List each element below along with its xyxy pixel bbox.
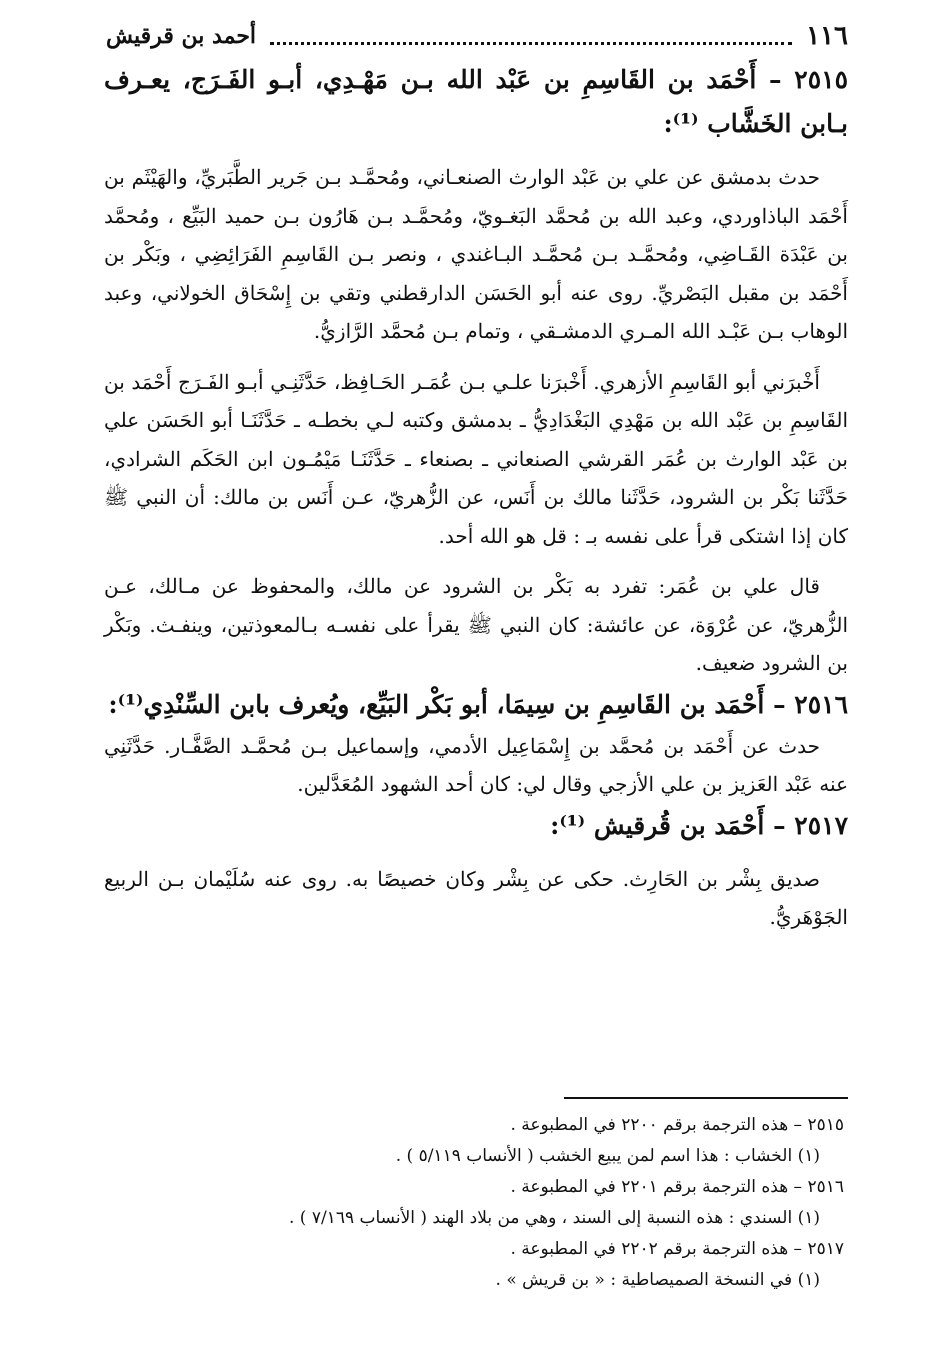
footnote-2515-note: (١) الخشاب : هذا اسم لمن يبيع الخشب ( الأنساب ٥/١١٩ ) . (395, 1146, 820, 1166)
footnote-2517-ref: ٢٥١٧ – هذه الترجمة برقم ٢٢٠٢ في المطبوعة . (510, 1239, 844, 1259)
footnote-2516-note: (١) السندي : هذه النسبة إلى السند ، وهي من بلاد الهند ( الأنساب ٧/١٦٩ ) . (288, 1208, 820, 1228)
entry-heading-2516: ٢٥١٦ – أَحْمَد بن القَاسِمِ بن سِيمَا، أبو بَكْر البَيِّع، ويُعرف بابن السِّنْدِي⁽¹⁾: (108, 689, 848, 719)
entry-2515-paragraph-2: أَخْبرَني أبو القَاسِمِ الأزهري. أَخْبرَنا علـي بـن عُمَـر الحَـافِظ، حَدَّثَنِـي أبـو الفَـرَج أَحْمَد بن القَاسِمِ بن عَبْد الله بن مَهْدِي البَغْدَادِيُّ ـ بدمشق وكتبه لـي بخطـه ـ حَدَّثَنَـا أبو الحَسَن علي بن عَبْد الوارث بن عُمَر القرشي الصنعاني ـ بصنعاء ـ حَدَّثَنَـا مَيْمُـون ابن الحَكَم الشرادي، حَدَّثَنا بَكْر بن الشرود، حَدَّثَنا مالك بن أَنَس، عن الزُّهريّ، عـن أَنَس بن مالك: أن النبي ﷺ كان إذا اشتكى قرأ على نفسه بـ : قل هو الله أحد. (104, 369, 848, 548)
main-text (104, 58, 848, 937)
entry-heading-2517: ٢٥١٧ – أَحْمَد بن قُرقيش ⁽¹⁾: (550, 810, 848, 840)
running-header (106, 22, 848, 50)
entry-2517-paragraph-1: صديق بِشْر بن الحَارِث. حكى عن بِشْر وكان خصيصًا به. روى عنه سُلَيْمان بـن الربيع الجَوْهَريُّ. (104, 866, 848, 929)
footnote-2517-note: (١) في النسخة الصميصاطية : « بن قريش » . (495, 1270, 820, 1290)
footnotes (104, 1110, 844, 1296)
page-number: ١١٦ (806, 21, 848, 51)
entry-2516-paragraph-1: حدث عن أَحْمَد بن مُحمَّد بن إِسْمَاعِيل الأدمي، وإسماعيل بـن مُحمَّـد الصَّفَّـار. حَدَّثَنِي عنه عَبْد العَزيز بن علي الأزجي وقال لي: كان أحد الشهود المُعَدَّلين. (104, 733, 848, 796)
entry-2515-paragraph-3: قال علي بن عُمَر: تفرد به بَكْر بن الشرود عن مالك، والمحفوظ عن مـالك، عـن الزُّهريّ، عن عُرْوَة، عن عائشة: كان النبي ﷺ يقرأ على نفسـه بـالمعوذتين، وينفـث. وبَكْر بن الشرود ضعيف. (104, 574, 848, 675)
footnote-2516-ref: ٢٥١٦ – هذه الترجمة برقم ٢٢٠١ في المطبوعة . (510, 1177, 844, 1197)
header-dotted-leader (270, 34, 792, 45)
footnote-separator (564, 1097, 848, 1099)
entry-2515-paragraph-1: حدث بدمشق عن علي بن عَبْد الوارث الصنعـاني، ومُحمَّـد بـن جَرير الطَّبَريِّ، والهَيْثَم بن أَحْمَد الباذاوردي، وعبد الله بن مُحمَّد البَغـويّ، ومُحمَّـد بـن هَارُون بـن حميد البَيِّع ، ومُحمَّد بن عَبْدَة القَـاضِي، ومُحمَّـد بـن مُحمَّـد البـاغندي ، ونصر بـن القَاسِمِ الفَرَائِضِي ، وبَكْر بن أَحْمَد بن مقبل البَصْريِّ. روى عنه أبو الحَسَن الدارقطني وتقي بن إِسْحَاق الخولاني، وعبد الوهاب بـن عَبْـد الله المـري الدمشـقي ، وتمام بـن مُحمَّد الرَّازيُّ. (104, 165, 848, 343)
running-title: أحمد بن قرقيش (106, 23, 257, 49)
footnote-2515-ref: ٢٥١٥ – هذه الترجمة برقم ٢٢٠٠ في المطبوعة . (510, 1115, 844, 1135)
entry-heading-2515: ٢٥١٥ – أَحْمَد بن القَاسِمِ بن عَبْد الله بـن مَهْـدِي، أبـو الفَـرَج، يعـرف بـابن الخَشَّاب ⁽¹⁾: (104, 65, 848, 138)
